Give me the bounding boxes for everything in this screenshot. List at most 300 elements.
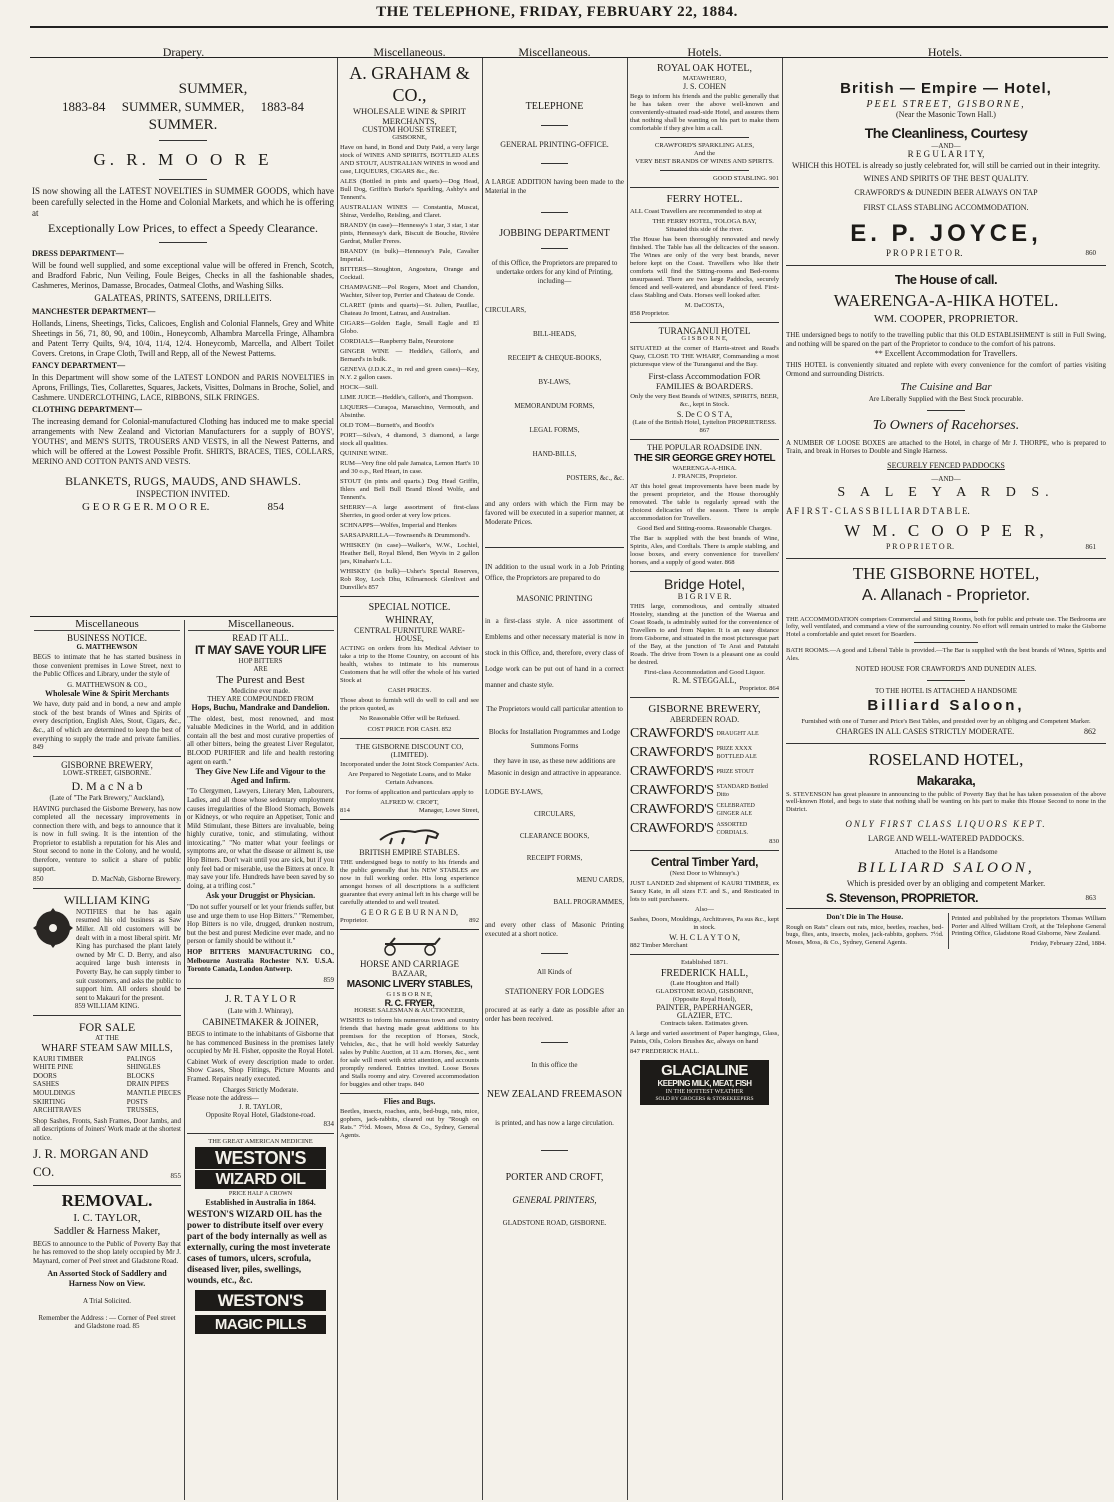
hall-opposite: (Opposite Royal Hotel), — [672, 996, 737, 1003]
crawfords-brand: CRAWFORD'S — [630, 821, 714, 836]
dacosta-signature: 858 Proprietor. — [630, 310, 670, 317]
stables-text: THE undersigned begs to notify to his friends and the public generally that his NEW STABLES are now in full working order. His long experience amongst horses of all descriptions is a sufficient guarantee that every animal left in his charge will be carefully attended to and well treated. — [340, 859, 479, 906]
ferry-hotel-tologa: THE FERRY HOTEL, TOLOGA BAY, — [652, 218, 757, 225]
ferry-text-2: The House has been thoroughly renovated and newly finished. The Table has all the delicacies of the season. The Wines are only of the very best brands, never before kept on the Coast. Travellers who like their comforts will find the Sitting-rooms and Bed-rooms unsurpassed. There are two large Paddocks, securely fenced and well-watered, and abundance of feed. First-class Stabling and Oats. Horses well looked after. — [630, 236, 779, 299]
season-right: 1883-84 — [260, 99, 304, 114]
wizard-oil-logo: WIZARD OIL — [195, 1170, 326, 1189]
excellent-accommodation: ** Excellent Accommodation for Travellers. — [874, 349, 1018, 359]
business-notice: BUSINESS NOTICE. — [66, 634, 147, 643]
also: Also— — [694, 906, 715, 913]
wh-clayton: W. H. C L A Y T O N, — [669, 933, 740, 942]
flies-bugs: Flies and Bugs. — [383, 1097, 436, 1106]
incorporated: Incorporated under the Joint Stock Companies' Acts. — [340, 761, 479, 768]
allanach: A. Allanach - Proprietor. — [861, 586, 1031, 604]
graham-item: AUSTRALIAN WINES — Constantia, Muscat, Shiraz, Verdelho, Reisling, and Claret. — [340, 204, 479, 219]
may-save-life: IT MAY SAVE YOUR LIFE — [194, 642, 327, 657]
good-bed: Good Bed and Sitting-rooms. Reasonable Charges. — [637, 525, 772, 532]
saddler: Saddler & Harness Maker, — [53, 1225, 161, 1237]
burnand-number: 892 — [469, 917, 479, 924]
crawfords-dunedin: CRAWFORD'S & DUNEDIN BEER ALWAYS ON TAP — [854, 188, 1038, 198]
column-a — [33, 634, 181, 1500]
procured: procured at as early a date as possible after an order has been received. — [485, 1006, 624, 1023]
gisborne-brewery-2: GISBORNE BREWERY, — [648, 703, 761, 715]
owners-racehorses: To Owners of Racehorses. — [872, 417, 1020, 433]
special-notice: SPECIAL NOTICE. — [368, 602, 451, 613]
steggall-signature: Proprietor. 864 — [739, 685, 779, 692]
painter-paperhanger: PAINTER, PAPERHANGER, — [656, 1003, 753, 1012]
graham-item: BRANDY (in case)—Hennessy's 1 star, 3 star, 1 star pints, Hennessy's dark, Biscuit de Bouche, Rivière Gardrat, Muller Freres. — [340, 222, 479, 245]
whinray-text-2: Those about to furnish will do well to call and see the prices quoted, as — [340, 697, 479, 712]
lodge-item: CLEARANCE BOOKS, — [519, 832, 590, 840]
taylor-text: BEGS to announce to the Public of Poverty Bay that he has removed to the shop lately occupied by Mr J. Maynard, corner of Peel street and Gladstone Road. — [33, 1239, 181, 1265]
crawfords-product: PRIZE XXXX BOTTLED ALE — [716, 745, 757, 760]
noted-house: NOTED HOUSE FOR CRAWFORD'S AND DUNEDIN ALES. — [855, 665, 1037, 674]
graham-item: WHISKEY (in case)—Walker's, W.W., Lochiel, Heather Bell, Royal Blend, Ben Wyvis in 2 gallon jars, Kinahan's L.L. — [340, 542, 479, 565]
usual-work: IN addition to the usual work in a Job Printing Office, the Proprietors are prepared to do — [485, 563, 624, 582]
large-addition: A LARGE ADDITION having been made to the Material in the — [485, 178, 624, 195]
drapery-heading: Drapery. — [162, 45, 205, 59]
rc-fryer: R. C. FRYER, — [384, 998, 435, 1008]
nz-freemason: NEW ZEALAND FREEMASON — [486, 1089, 623, 1100]
best-brands: VERY BEST BRANDS OF WINES AND SPIRITS. — [635, 158, 774, 165]
contracts-taken: Contracts taken. Estimates given. — [660, 1020, 749, 1027]
wm-cooper-prop: WM. COOPER, PROPRIETOR. — [873, 313, 1019, 326]
gisborne-brewery: GISBORNE BREWERY, — [61, 759, 153, 770]
moore-name: G. R. M O O R E — [93, 150, 273, 169]
hall-text: A large and varied assortment of Paper hangings, Glass, Paints, Oils, Colors Brushes &c, always on hand — [630, 1030, 779, 1045]
masthead: THE TELEPHONE, FRIDAY, FEBRUARY 22, 1884. — [376, 4, 738, 20]
galateas: GALATEAS, PRINTS, SATEENS, DRILLEITS. — [94, 293, 272, 303]
loose-boxes: A NUMBER OF LOOSE BOXES are attached to the Hotel, in charge of Mr J. THORPE, who is prepared to Train, and break in Horses to Double and Single Harness. — [786, 438, 1106, 456]
drapery-ad — [32, 62, 334, 614]
keeping-milk: KEEPING MILK, MEAT, FISH — [657, 1079, 752, 1088]
manchester-dept-heading: MANCHESTER DEPARTMENT— — [32, 307, 156, 316]
croft-manager: Manager, Lowe Street, — [418, 807, 479, 814]
lodge-item: BALL PROGRAMMES, — [553, 898, 624, 906]
macnab-signature: D. MacNab, Gisborne Brewery. — [92, 875, 181, 884]
roseland-hotel: ROSELAND HOTEL, — [868, 749, 1024, 769]
hottest-weather: IN THE HOTTEST WEATHER — [665, 1089, 744, 1095]
graham-list — [340, 178, 479, 592]
graham-item: ALES (Bottled in pints and quarts)—Dog Head, Bull Dog, Griffin's Burke's Sparkling, Ashby's and Tennent's. — [340, 178, 479, 201]
william-king: WILLIAM KING — [63, 892, 151, 907]
orders-favored: and any orders with which the Firm may be favored will be executed in a superior manner, at Moderate Prices. — [485, 500, 624, 526]
wharf-mills: WHARF STEAM SAW MILLS, — [41, 1042, 173, 1054]
frederick-hall: FREDERICK HALL, — [660, 968, 749, 979]
removal: REMOVAL. — [61, 1190, 153, 1210]
cooper-number: 861 — [1085, 543, 1096, 552]
carriage-illustration-icon — [340, 934, 479, 956]
just-landed: JUST LANDED 2nd shipment of KAURI TIMBER, ex Saucy Kate, in all sizes F.T. and S., and Resticated in lots to suit purchasers. — [630, 880, 779, 903]
cohen-text: Begs to inform his friends and the public generally that he has taken over the above well-known and conveniently-situated road-side Hotel, and assures them that nothing shall be wanting on his part to make them comfortable if they give him a call. — [630, 93, 779, 132]
crawfords-product: DRAUGHT ALE — [716, 730, 759, 737]
lodge-item: LODGE BY-LAWS, — [485, 788, 543, 796]
established-1871: Established 1871. — [681, 959, 728, 966]
wm-cooper-large: W M. C O O P E R, — [844, 521, 1048, 541]
glacialine-ad — [640, 1060, 769, 1105]
fancy-dept-text: In this Department will show some of the LATEST LONDON and PARIS NOVELTIES in Aprons, Frillings, Ties, Collarettes, Squares, Jackets, Visittes, Dolmans in Broche, Soliel, and Cashmere. UNDERCLOTHING, LACE, RIBBONS, SILK FRINGES. — [32, 373, 334, 402]
ask-text: "Do not suffer yourself or let your friends suffer, but use and urge them to use Hop Bitters." "Remember, Hop Bitters is no vile, drugged, drunken nostrum, but the best and purest Medicine ever made, and no person or family should be without it." — [187, 903, 334, 946]
magic-pills-logo: MAGIC PILLS — [195, 1315, 326, 1334]
crawfords-product: STANDARD Bottled Ditto — [716, 783, 768, 798]
big-river: B I G R I V E R. — [677, 592, 732, 601]
rough-on-rats: Rough on Rats" clears out rats, mice, beetles, roaches, bed-bugs, flies, ants, insects, moles, jack-rabbits, gophers. 7½d. Moses, Moss, & Co., Sydney, General Agents. — [786, 923, 944, 946]
central-timber: Central Timber Yard, — [651, 855, 758, 869]
glazier: GLAZIER, ETC. — [676, 1011, 733, 1020]
negotiate-loans: Are Prepared to Negotiate Loans, and to Make Certain Advances. — [347, 771, 472, 786]
moore-intro: IS now showing all the LATEST NOVELTIES in SUMMER GOODS, which have been carefully selected in the Home and Colonial Markets, and which he is offering at — [32, 186, 334, 218]
hop-bitters: HOP BITTERS — [238, 656, 283, 665]
joyce-proprietor: P R O P R I E T O R. — [886, 247, 963, 258]
graham-item: WHISKEY (in bulk)—Usher's Special Reserves, Rob Roy, Loch Dhu, Kilmarnock Glenlivet and Dunville's 857 — [340, 568, 479, 591]
graham-item: LIQUERS—Curaçoa, Maraschino, Vermouth, and Absinthe. — [340, 404, 479, 419]
crawfords-brand: CRAWFORD'S — [630, 745, 714, 760]
summer-line-2: SUMMER, SUMMER, — [121, 99, 245, 114]
crawfords-list — [630, 724, 779, 838]
ep-joyce: E. P. JOYCE, — [850, 219, 1042, 247]
and-2: —AND— — [931, 474, 961, 483]
general-printers: GENERAL PRINTERS, — [512, 1195, 597, 1205]
sir-george-grey: THE SIR GEORGE GREY HOTEL — [633, 453, 776, 464]
stationery-lodges: STATIONERY FOR LODGES — [504, 987, 605, 996]
column-c — [340, 62, 479, 1498]
hall-signature: 847 FREDERICK HALL. — [630, 1048, 700, 1055]
remember-address: Remember the Address : — Corner of Peel street and Gladstone road. 85 — [38, 1313, 176, 1331]
note-address: Please note the address— — [187, 1094, 259, 1103]
shop-sashes: Shop Sashes, Fronts, Sash Frames, Door Jambs, and all descriptions of Joiners' Work made at the shortest notice. — [33, 1116, 181, 1142]
gladstone-road: GLADSTONE ROAD, GISBORNE. — [502, 1219, 607, 1227]
bridge-text: THIS large, commodious, and centrally situated Hostelry, standing at the junction of the Waerua and Coast Roads, is admirably suited for the convenience of Travellers to and from Napier. It is an easy distance from Gisborne, and situated in the most picturesque part of the Bay, at the junction of Te Arai and Patutahi Roads. The drive from Town is a pleasant one as could be desired. — [630, 603, 779, 666]
waerenga-a-hika: WAERENGA-A-HIKA. — [672, 465, 737, 472]
bridge-hotel: Bridge Hotel, — [664, 576, 745, 592]
jobbing-text: of this Office, the Proprietors are prepared to undertake orders for any kind of Printing, including— — [491, 259, 618, 285]
custom-house: CUSTOM HOUSE STREET, — [362, 125, 457, 134]
telephone-title: TELEPHONE — [525, 101, 584, 112]
bar-supplied: The Bar is supplied with the best brands of Wine, Spirits, Ales, and Cordials. There is ample stabling, and loose boxes, and every convenience for travellers' horses, and a supply of good water. 868 — [630, 535, 779, 566]
royal-oak: ROYAL OAK HOTEL, — [657, 63, 752, 74]
cost-price: COST PRICE FOR CASH. 852 — [367, 726, 452, 733]
crawfords-product: CELEBRATED GINGER ALE — [716, 802, 755, 817]
masonic-printing: MASONIC PRINTING — [516, 594, 593, 603]
every-class: and every other class of Masonic Printing executed at a short notice. — [485, 921, 624, 938]
british-stables: BRITISH EMPIRE STABLES. — [359, 848, 460, 857]
regularity: R E G U L A R I T Y, — [907, 149, 985, 160]
crawfords-brand: CRAWFORD'S — [630, 726, 714, 741]
misc-heading-2: Miscellaneous. — [518, 45, 591, 59]
situated: Situated this side of the river. — [665, 226, 744, 233]
printing-item: CIRCULARS, — [485, 306, 527, 314]
section-rule — [30, 616, 337, 617]
francis-text: AT this hotel great improvements have been made by the present proprietor, and the House thoroughly renovated. The table is regularly spread with the choicest delicacies of the season. There is ample accommodation for Travellers. — [630, 483, 779, 522]
assorted-stock: An Assorted Stock of Saddlery and Harness Now on View. — [47, 1269, 167, 1289]
graham-wholesale: WHOLESALE WINE & SPIRIT MERCHANTS, — [353, 106, 466, 126]
printing-item: BY-LAWS, — [538, 378, 571, 386]
moore-signature: G E O R G E R. M O O R E. — [82, 501, 210, 513]
whinray: WHINRAY, — [385, 615, 434, 626]
graham-item: LIME JUICE—Heddle's, Gillon's, and Thompson. — [340, 394, 474, 401]
matthewson-company: G. MATTHEWSON & CO., — [67, 680, 147, 689]
attached-hotel: Attached to the Hotel is a Handsome — [894, 847, 998, 856]
cash-prices: CASH PRICES. — [387, 687, 432, 694]
graham-item: BRANDY (in bulk)—Hennessy's Pale, Cavalier Imperial. — [340, 248, 479, 263]
opposite-royal: Opposite Royal Hotel, Gladstone-road. — [205, 1111, 316, 1120]
lowe-street: LOWE-STREET, GISBORNE. — [63, 769, 151, 778]
trial: A Trial Solicited. — [82, 1297, 132, 1306]
king-signature: 859 WILLIAM KING. — [74, 1002, 140, 1011]
crawfords-brand: CRAWFORD'S — [630, 783, 714, 798]
printing-item: HAND-BILLS, — [532, 450, 577, 458]
horse-salesman: HORSE SALESMAN & AUCTIONEER, — [354, 1007, 465, 1014]
dress-dept-heading: DRESS DEPARTMENT— — [32, 249, 124, 258]
sold-by-grocers: SOLD BY GROCERS & STOREKEEPERS — [655, 1096, 754, 1102]
hop-number: 859 — [323, 975, 334, 984]
masthead-rule — [30, 26, 1108, 28]
masonic-text: in a first-class style. A nice assortment of Emblems and other necessary material is now in stock in this Office, and, therefore, every class of Lodge work can be put out of hand in a correct manner and chaste style. — [485, 617, 624, 689]
hall-road: GLADSTONE ROAD, GISBORNE, — [655, 988, 754, 995]
matawhero: MATAWHERO, — [682, 75, 727, 82]
bath-rooms: BATH ROOMS.—A good and Liberal Table is provided.—The Bar is supplied with the best brands of Wines, Spirits and Ales. — [786, 647, 1106, 663]
jr-taylor-number: 834 — [323, 1119, 334, 1128]
new-life: They Give New Life and Vigour to the Aged and Infirm. — [195, 767, 326, 785]
no-offer-refused: No Reasonable Offer will be Refused. — [359, 715, 460, 722]
popular-roadside: THE POPULAR ROADSIDE INN. — [647, 443, 762, 452]
taylor-name: I. C. TAYLOR, — [73, 1211, 141, 1224]
hotels-heading-1: Hotels. — [687, 45, 722, 59]
manchester-dept-text: Hollands, Linens, Sheetings, Ticks, Calicoes, English and Colonial Flannels, Grey and White Sheetings in 56, 71, 80, 90, and 100in., Honeycomb, Alhambra Marcella Fringe, Alhambra and Patent Terry Quilts, 9/4, 10/4, 11/4, 12/4. Honeycomb, Marcella, and Albert Toilet Covers. Cretons, in Crape Cloth, Twill and Repp, all of the Newest Patterns. — [32, 319, 334, 358]
graham-intro: Have on hand, in Bond and Duty Paid, a very large stock of WINES AND SPIRITS, BOTTLED ALES AND STOUT, AUSTRALIAN WINES in wood and case, LIQUEURS, CIGARS &c., &c. — [340, 144, 479, 175]
makaraka: Makaraka, — [916, 772, 976, 788]
printing-item: LEGAL FORMS, — [529, 426, 580, 434]
macnab-name: D. M a c N a b — [71, 778, 143, 793]
lodge-item: CIRCULARS, — [533, 810, 576, 818]
liberally-supplied: Are Liberally Supplied with the Best Stock procurable. — [868, 395, 1024, 404]
crawfords-number: 830 — [769, 838, 779, 845]
billiard-saloon-1: Billiard Saloon, — [867, 696, 1025, 714]
westons-logo: WESTON'S — [195, 1147, 326, 1169]
moore-number: 854 — [267, 501, 284, 513]
gisborne-3: G I S B O R N E, — [681, 335, 728, 342]
croft-number: 814 — [340, 807, 350, 814]
read-it-all: READ IT ALL. — [232, 634, 289, 643]
and-1: —AND— — [931, 141, 961, 150]
graham-item: CIGARS—Golden Eagle, Small Eagle and El Globo. — [340, 320, 479, 335]
burnand-proprietor: Proprietor. — [340, 917, 369, 924]
blankets: BLANKETS, RUGS, MAUDS, AND SHAWLS. — [65, 474, 301, 488]
clayton-signature: 882 Timber Merchant — [630, 942, 688, 949]
fancy-dept-heading: FANCY DEPARTMENT— — [32, 361, 126, 370]
wines-spirits: WINES AND SPIRITS OF THE BEST QUALITY. — [863, 173, 1029, 183]
blocks-programmes: Blocks for Installation Programmes and Lodge Summons Forms — [488, 728, 621, 750]
morgan-number: 855 — [170, 1171, 181, 1180]
first-class-stabling: FIRST CLASS STABLING ACCOMMODATION. — [863, 202, 1029, 212]
this-hotel: THIS HOTEL is conveniently situated and replete with every convenience for the comfort of parties visiting Ormond and surrounding Districts. — [786, 360, 1106, 378]
matthewson-text: BEGS to intimate that he has started business in those convenient premises in Lowe Street, next to the Public Offices and Library, under the style of — [33, 653, 181, 679]
graham-item: PORT—Silva's, 4 diamond, 3 diamond, a large stock all qualities. — [340, 432, 479, 447]
great-american: THE GREAT AMERICAN MEDICINE — [208, 1137, 313, 1145]
george-burnand: G E O R G E B U R N A N D, — [360, 908, 459, 917]
hop-manufacturing: HOP BITTERS MANUFACTURING CO., Melbourne Australia Rochester N.Y. U.S.A. Toronto Canada, London Antwerp. — [187, 948, 334, 974]
charges-number: 862 — [1084, 727, 1096, 737]
rm-steggall: R. M. STEGGALL, — [672, 676, 737, 685]
printing-item: RECEIPT & CHEQUE-BOOKS, — [507, 354, 602, 362]
jobbing-department: JOBBING DEPARTMENT — [499, 228, 610, 239]
only-first-class: ONLY FIRST CLASS LIQUORS KEPT. — [845, 818, 1047, 829]
clothing-dept-text: The increasing demand for Colonial-manufactured Clothing has induced me to make special arrangements with New Zealand and Victorian Manufacturers for a supply of BOYS', YOUTHS', and MEN'S SUITS, TROUSERS AND VESTS, in all the Newest Patterns, and which will be offered at the Lowest Possible Profit. SHIRTS, BRACES, TIES, COLLARS, MERINO AND COTTON PANTS AND VESTS. — [32, 417, 334, 466]
ferry-hotel: FERRY HOTEL. — [666, 193, 743, 205]
column-b — [187, 634, 334, 1500]
jr-taylor-sub: (Late with J. Whinray), — [227, 1007, 294, 1016]
graham-item: GINGER WINE — Heddle's, Gillon's, and Bernard's in bulk. — [340, 348, 479, 363]
house-of-call: The House of call. — [894, 272, 998, 288]
s-de-costa: S. De C O S T A, — [676, 410, 733, 419]
graham-item: OLD TOM—Burnett's, and Booth's — [340, 422, 435, 429]
ask-druggist: Ask your Druggist or Physician. — [205, 891, 316, 901]
attached-handsome: TO THE HOTEL IS ATTACHED A HANDSOME — [874, 687, 1018, 696]
moore-low-prices: Exceptionally Low Prices, to effect a Speedy Clearance. — [47, 221, 318, 235]
stevenson-text: S. STEVENSON has great pleasure in announcing to the public of Poverty Bay that he has taken possession of the above well-known Hotel, and begs to state that nothing shall be wanting on his part to make this House Second to none in the District. — [786, 790, 1106, 814]
lodge-item: MENU CARDS, — [576, 876, 624, 884]
stevenson-number: 863 — [1085, 893, 1096, 902]
give-text: "To Clergymen, Lawyers, Literary Men, Labourers, Ladies, and all those whose sedentary employment causes irregularities of the Blood Stomach, Bowels or Kidneys, or who require an Appetiser, Tonic and Mild Stimulant, these Bitters are invaluable, being highly curative, tonic, and stimulating, without intoxicating." "No matter what your feelings or symptoms are, or what the disease or ailment is, use Hop Bitters. Don't wait until you are sick, but if you only feel bad or miserable, use the Bitters at once. It may save your life. Hundreds have been saved by so doing, at a trifling cost." — [187, 787, 334, 890]
column-rule — [337, 58, 338, 1500]
cuisine-bar: The Cuisine and Bar — [900, 381, 992, 394]
j-francis: J. FRANCIS, Proprietor. — [671, 473, 738, 480]
flies-text: Beetles, insects, roaches, ants, bed-bugs, rats, mice, gophers, jack-rabbits, cleared out by "Rough on Rats." 7½d. Moses, Moss & Co., Sydney, General Agents. — [340, 1108, 479, 1139]
hop-text: "The oldest, best, most renowned, and most valuable Medicines in the World, and in addition contain all the best and most curative properties of all other bitters, being the greatest Liver Regulator, BLOOD PURIFIER and life and health restoring agent on earth." — [187, 714, 334, 766]
first-class-accommodation: First-class Accommodation FOR FAMILIES & BOARDERS. — [648, 371, 761, 391]
ferry-text: ALL Coast Travellers are recommended to stop at — [630, 208, 762, 215]
dacosta: M. DaCOSTA, — [684, 302, 725, 309]
gisborne-hotel: THE GISBORNE HOTEL, — [852, 563, 1040, 583]
lodge-item: RECEIPT FORMS, — [526, 854, 583, 862]
cabinetmaker: CABINETMAKER & JOINER, — [202, 1016, 319, 1027]
graham-item: SHERRY—A large assortment of first-class Sherries, in good order at very low prices. — [340, 504, 479, 519]
clothing-dept-heading: CLOTHING DEPARTMENT— — [32, 405, 143, 414]
is-printed: is printed, and has now a large circulation. — [495, 1119, 614, 1127]
morgan-name: J. R. MORGAN AND CO. — [33, 1145, 149, 1179]
fenced-paddocks: SECURELY FENCED PADDOCKS — [887, 460, 1005, 470]
undersigned: THE undersigned begs to notify to the travelling public that this OLD ESTABLISHMENT is still in Full Swing, and nothing will be spared on the part of the Proprietor to conduce to the comfort of his patrons. — [786, 331, 1106, 348]
graham-item: HOCK—Still. — [340, 384, 378, 391]
blocks-text: they have in use, as these new additions are Masonic in design and attractive in appearance. — [487, 757, 622, 777]
billiard-saloon-2: BILLIARD SALOON, — [857, 859, 1035, 876]
presided-marker: Which is presided over by an obliging and competent Marker. — [846, 878, 1046, 888]
fryer-text: WISHES to inform his numerous town and country friends that having made great additions to his premises for the reception of Horses, Stock, Vehicles, &c., that he will hold weekly Saturday sales by Public Auction, at 11 a.m. Horses, &c., sent for sale will meet with strict attention, and accounts promptly rendered. Entries invited. Loose Boxes and Stalls roomy and airy. Covered accommodation for buggies and other traps. 840 — [340, 1017, 479, 1088]
crawfords-brand: CRAWFORD'S — [630, 764, 714, 779]
charges-moderate-2: CHARGES IN ALL CASES STRICTLY MODERATE. — [836, 727, 1015, 737]
misc-heading-1: Miscellaneous. — [373, 45, 446, 59]
whinray-text: ACTING on orders from his Medical Adviser to take a trip to the Home Country, on account of his health, wishes to intimate to his numerous Customers that he will offer the whole of his varied Stock at — [340, 645, 479, 684]
cooper-proprietor: P R O P R I E T O R. — [886, 542, 955, 552]
british-empire-hotel: British — Empire — Hotel, — [840, 80, 1052, 97]
peel-street: PEEL STREET, GISBORNE, — [866, 99, 1026, 110]
bridge-first-class: First-class Accommodation and Good Liquor. — [644, 669, 765, 676]
graham-item: BITTERS—Stoughton, Angostura, Orange and Cocktail. — [340, 266, 479, 281]
accommodation-text: THE ACCOMMODATION comprises Commercial and Sitting Rooms, both for public and private use. The Bedrooms are lofty, well ventilated, and command a view of the surrounding country. No effort will remain untried to make the Gisborne Hotel a comfortable and quiet resort for Boarders. — [786, 615, 1106, 638]
established-1864: Established in Australia in 1864. — [205, 1197, 316, 1207]
graham-item: GENEVA (J.D.K.Z., in red and green cases)—Key, N.Y. 2 gallon cases. — [340, 366, 479, 381]
misc-heading-b: Miscellaneous. — [188, 618, 334, 631]
graham-item: STOUT (in pints and quarts.) Dog Head Griffin, Ihlers and Bell Bull Brand Blood Wolfe, and Tennent's. — [340, 478, 479, 501]
westons-logo-2: WESTON'S — [195, 1290, 326, 1311]
season-left: 1883-84 — [62, 99, 106, 114]
price-half-crown: PRICE HALF A CROWN — [228, 1191, 293, 1198]
are: ARE — [253, 665, 268, 674]
cleanliness-courtesy: The Cleanliness, Courtesy — [864, 124, 1028, 141]
glacialine-logo: GLACIALINE — [661, 1062, 748, 1079]
furnished-tables: Furnished with one of Turner and Price's Best Tables, and presided over by an obliging and Competent Marker. — [801, 717, 1091, 725]
column-rule — [627, 58, 628, 1500]
graham-item: RUM—Very fine old pale Jamaica, Lemon Hart's 10 and 30 o.p., Red Heart, in case. — [340, 460, 479, 475]
macnab-number: 850 — [33, 875, 44, 884]
printing-items — [485, 298, 624, 490]
stevenson-signature: S. Stevenson, PROPRIETOR. — [826, 890, 978, 905]
crawfords-ales: CRAWFORD'S SPARKLING ALES, — [654, 142, 755, 149]
charges-moderate: Charges Strictly Moderate. — [222, 1085, 299, 1094]
porter-croft: PORTER AND CROFT, — [505, 1172, 604, 1183]
summer-line-3: SUMMER. — [148, 117, 218, 133]
good-stabling: GOOD STABLING. 901 — [713, 175, 779, 182]
wizard-text: WESTON'S WIZARD OIL has the power to distribute itself over every part of the body internally as well as externally, curing the most inveterate cases of tumors, ulcers, scrofula, diseased liver, piles, swellings, wounds, etc., &c. — [187, 1209, 331, 1286]
graham-item: CORDIALS—Raspberry Balm, Neurotone — [340, 338, 454, 345]
discount-company: THE GISBORNE DISCOUNT CO, (LIMITED). — [355, 742, 464, 759]
horse-carriage: HORSE AND CARRIAGE — [359, 959, 459, 969]
jr-taylor: J. R. T A Y L O R — [224, 994, 297, 1006]
all-kinds: All Kinds of — [537, 968, 572, 976]
dont-die: Don't Die in The House. — [826, 912, 904, 922]
graham-item: SCHNAPPS—Wolfes, Imperial and Henkes — [340, 522, 457, 529]
only-best-brands: Only the very Best Brands of WINES, SPIRITS, BEER, &c., kept in Stock. — [630, 393, 779, 408]
graham-item: QUININE WINE. — [340, 450, 388, 457]
hops-buchu: Hops, Buchu, Mandrake and Dandelion. — [191, 702, 330, 712]
alfred-croft: ALFRED W. CROFT, — [380, 799, 439, 806]
macnab-sub: (Late of "The Park Brewery," Auckland), — [49, 793, 165, 802]
sale-items-left: KAURI TIMBER WHITE PINE DOORS SASHES MOULDINGS SKIRTING ARCHITRAVES — [33, 1054, 84, 1115]
column-rule — [184, 620, 185, 1500]
at-the: AT THE — [95, 1033, 119, 1042]
aberdeen-road: ABERDEEN ROAD. — [669, 715, 740, 724]
lodge-items — [485, 781, 624, 913]
graham-co: A. GRAHAM & CO., — [349, 63, 470, 105]
column-rule — [482, 58, 483, 1500]
this-office: In this office the — [531, 1061, 578, 1069]
graham-item: SARSAPARILLA—Townsend's & Drummond's. — [340, 532, 471, 539]
misc-heading-a: Miscellaneous — [34, 618, 180, 631]
summer-line-1: SUMMER, — [178, 81, 248, 97]
proprietress: (Late of the British Hotel, Lyttelton PROPRIETRESS. 867 — [632, 419, 777, 434]
medicine-made: Medicine ever made. — [231, 686, 290, 695]
near-town-hall: (Near the Masonic Town Hall.) — [896, 110, 996, 119]
turanganui-hotel: TURANGANUI HOTEL — [658, 326, 751, 336]
bazaar: BAZAAR, — [392, 969, 427, 978]
cabinet-text: BEGS to intimate to the inhabitants of Gisborne that he has commenced Business in the premises lately occupied by Mr H. Fisher, opposite the Royal Hotel. — [187, 1029, 334, 1056]
column-rule — [782, 58, 783, 1500]
matthewson-name: G. MATTHEWSON — [76, 642, 138, 651]
central-furniture: CENTRAL FURNITURE WARE-HOUSE, — [354, 626, 465, 643]
gisborne: GISBORNE, — [392, 134, 427, 141]
gisborne-2: G I S B O R N E, — [386, 991, 433, 998]
dress-dept-text: Will be found well supplied, and some exceptional value will be offered in French, Scotch, and Bradford Fabric, Nun Veiling, Foule Beiges, Checks in all the fashionable shades, Cashmeres, Merinos, Damasse, Brocades, Oatmeal Cloths, and Washing Silks. — [32, 261, 334, 290]
sale-items-right: PALINGS SHINGLES BLOCKS DRAIN PIPES MANTLE PIECES POSTS TRUSSES, — [126, 1054, 181, 1115]
wholesale-merchants: Wholesale Wine & Spirit Merchants — [45, 688, 169, 698]
particular-attention: The Proprietors would call particular attention to — [486, 705, 623, 713]
next-door: (Next Door to Whinray's.) — [669, 870, 740, 877]
large-paddocks: LARGE AND WELL-WATERED PADDOCKS. — [868, 833, 1024, 843]
forms-apply: For forms of application and particulars apply to — [345, 789, 474, 796]
inspection: INSPECTION INVITED. — [136, 489, 230, 499]
waerenga-hotel: WAERENGA-A-HIKA HOTEL. — [833, 291, 1059, 311]
printing-item: BILL-HEADS, — [533, 330, 576, 338]
